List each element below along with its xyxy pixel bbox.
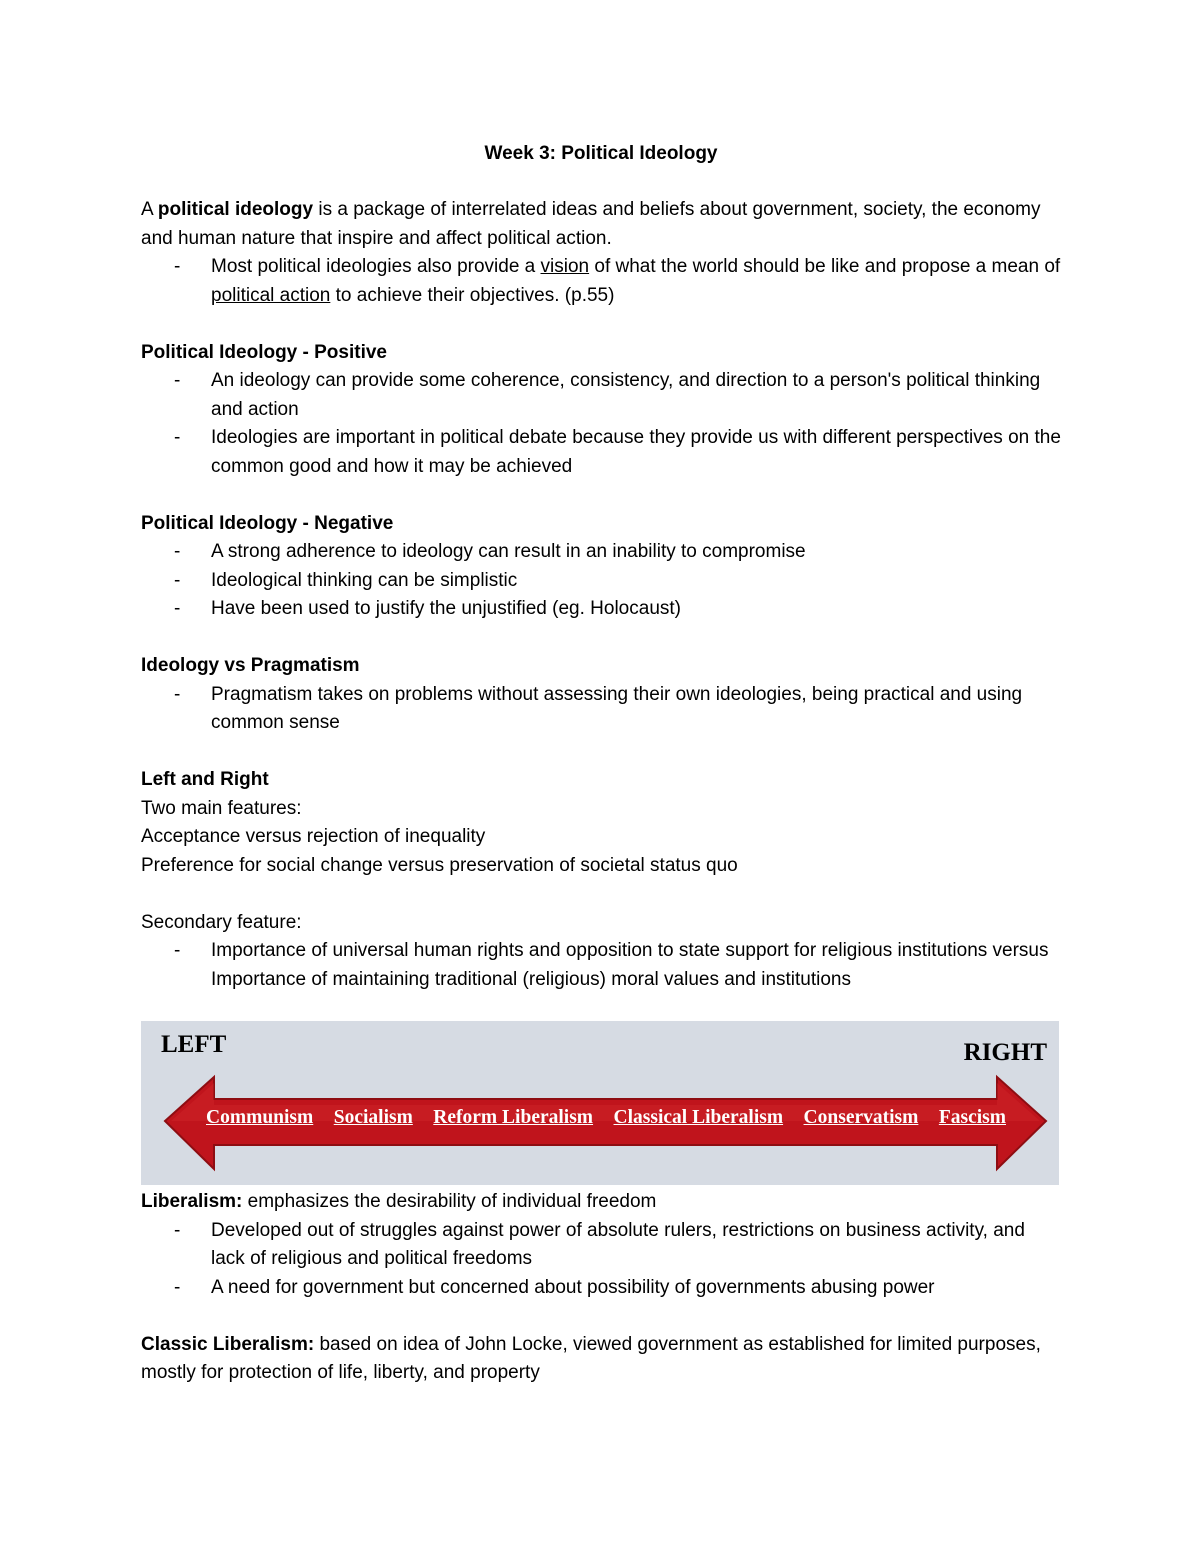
text-line: Two main features: bbox=[141, 797, 302, 819]
negative-list bbox=[141, 538, 1061, 624]
liberalism-term: Liberalism: bbox=[141, 1191, 243, 1212]
spectrum-items bbox=[206, 1107, 1006, 1129]
secondary-feature-label: Secondary feature: bbox=[141, 911, 302, 933]
double-arrow-icon bbox=[141, 1021, 1059, 1185]
list-item: - An ideology can provide some coherence, consistency, and direction to a person's political thinking and action bbox=[211, 367, 1061, 424]
list-item: - Pragmatism takes on problems without assessing their own ideologies, being practical and using common sense bbox=[211, 681, 1061, 738]
left-label: LEFT bbox=[161, 1031, 227, 1058]
list-item: - Ideologies are important in political debate because they provide us with different perspectives on the common good and how it may be achieved bbox=[211, 424, 1061, 481]
pragmatism-list bbox=[141, 681, 1061, 738]
spectrum-item-fascism[interactable]: Fascism bbox=[938, 1107, 1006, 1128]
list-item: - A need for government but concerned about possibility of governments abusing power bbox=[211, 1274, 1061, 1303]
intro-list bbox=[141, 253, 1061, 310]
spectrum-item-conservatism[interactable]: Conservatism bbox=[803, 1107, 919, 1128]
text-line: Preference for social change versus preservation of societal status quo bbox=[141, 854, 738, 876]
document-body bbox=[141, 139, 1061, 994]
list-item: - Most political ideologies also provide a vision of what the world should be like and propose a mean of political action to achieve their objectives. (p.55) bbox=[211, 253, 1061, 310]
list-item: - A strong adherence to ideology can result in an inability to compromise bbox=[211, 538, 1061, 567]
classic-liberalism-term: Classic Liberalism: bbox=[141, 1333, 315, 1355]
text-line: Acceptance versus rejection of inequality bbox=[141, 826, 486, 847]
section-heading-pragmatism: Ideology vs Pragmatism bbox=[141, 655, 360, 676]
political-spectrum-figure bbox=[141, 1021, 1059, 1185]
political-action-link[interactable]: political action bbox=[211, 284, 331, 306]
spectrum-item-reform-liberalism[interactable]: Reform Liberalism bbox=[433, 1107, 594, 1128]
document-body-continued bbox=[141, 1188, 1061, 1388]
right-label: RIGHT bbox=[963, 1039, 1047, 1066]
liberalism-paragraph: Liberalism: emphasizes the desirability of individual freedom bbox=[141, 1191, 657, 1212]
spectrum-item-classical-liberalism[interactable]: Classical Liberalism bbox=[613, 1107, 784, 1128]
secondary-list bbox=[141, 937, 1061, 994]
section-heading-positive: Political Ideology - Positive bbox=[141, 341, 387, 363]
positive-list bbox=[141, 367, 1061, 481]
intro-paragraph: A political ideology is a package of interrelated ideas and beliefs about government, society, the economy and human nature that inspire and affect political action. bbox=[141, 199, 1041, 249]
vision-link[interactable]: vision bbox=[540, 256, 590, 277]
list-item: - Developed out of struggles against power of absolute rulers, restrictions on business activity, and lack of religious and political freedoms bbox=[211, 1217, 1061, 1274]
list-item: - Importance of universal human rights and opposition to state support for religious institutions versus Importance of maintaining traditional (religious) moral values and institutions bbox=[211, 937, 1061, 994]
section-heading-negative: Political Ideology - Negative bbox=[141, 512, 394, 534]
intro-term: political ideology bbox=[157, 199, 314, 220]
spectrum-item-communism[interactable]: Communism bbox=[206, 1107, 314, 1128]
list-item: - Ideological thinking can be simplistic bbox=[211, 567, 1061, 596]
classic-liberalism-paragraph: Classic Liberalism: based on idea of John Locke, viewed government as established for limited purposes, mostly for protection of life, liberty, and property bbox=[141, 1333, 1041, 1383]
page-title: Week 3: Political Ideology bbox=[484, 143, 718, 164]
liberalism-list bbox=[141, 1217, 1061, 1303]
list-item: - Have been used to justify the unjustified (eg. Holocaust) bbox=[211, 595, 1061, 624]
section-heading-left-right: Left and Right bbox=[141, 769, 269, 790]
spectrum-item-socialism[interactable]: Socialism bbox=[333, 1107, 413, 1128]
